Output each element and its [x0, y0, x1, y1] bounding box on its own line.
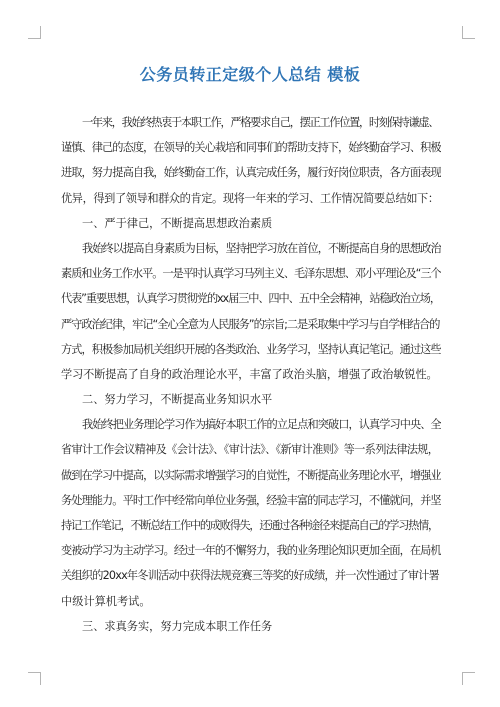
crop-mark-top-right — [462, 26, 475, 39]
crop-mark-top-left — [28, 26, 41, 39]
text-line: 一年来，我始终热衷于本职工作，严格要求自己，摆正工作位置，时刻保持谦虚、 — [82, 116, 439, 129]
text-line: 谨慎、律己的态度，在领导的关心栽培和同事们的帮助支持下，始终勤奋学习、积极 — [61, 141, 441, 155]
paragraph — [61, 412, 441, 614]
paragraph — [61, 110, 441, 211]
section-heading: 二、努力学习，不断提高业务知识水平 — [82, 393, 273, 407]
text-line: 学习不断提高了自身的政治理论水平，丰富了政治头脑，增强了政治敏锐性。 — [61, 367, 438, 381]
text-line: 代表”重要思想，认真学习贯彻党的xx届三中、四中、五中全会精神，站稳政治立场， — [61, 292, 440, 306]
text-line: 中级计算机考试。 — [61, 594, 151, 608]
crop-mark-bottom-right — [462, 672, 475, 685]
text-line: 变被动学习为主动学习。经过一年的不懈努力，我的业务理论知识更加全面，在局机 — [61, 544, 441, 558]
text-line: 严守政治纪律，牢记“全心全意为人民服务”的宗旨;二是采取集中学习与自学相结合的 — [61, 317, 440, 331]
text-line: 关组织的20xx年冬训活动中获得法规竞赛三等奖的好成绩，并一次性通过了审计署 — [61, 569, 439, 583]
text-line: 优异，得到了领导和群众的肯定。现将一年来的学习、工作情况简要总结如下： — [61, 191, 439, 205]
text-line: 进取，努力提高自我，始终勤奋工作，认真完成任务，履行好岗位职责，各方面表现 — [61, 166, 441, 180]
section-heading: 一、严于律己，不断提高思想政治素质 — [82, 216, 273, 230]
text-line: 我始终把业务理论学习作为搞好本职工作的立足点和突破口，认真学习中央、全 — [82, 418, 441, 432]
text-line: 做到在学习中提高，以实际需求增强学习的自觉性，不断提高业务理论水平，增强业 — [61, 468, 441, 482]
section-heading: 三、求真务实，努力完成本职工作任务 — [82, 619, 273, 633]
paragraph — [61, 236, 441, 387]
document-title: 公务员转正定级个人总结 模板 — [139, 65, 361, 84]
document-body — [61, 110, 441, 639]
text-line: 省审计工作会议精神及《会计法》、《审计法》、《新审计准则》等一系列法律法规， — [61, 443, 439, 457]
text-line: 素质和业务工作水平。一是平时认真学习马列主义、毛泽东思想、邓小平理论及“三个 — [61, 267, 441, 281]
text-line: 我始终以提高自身素质为目标，坚持把学习放在首位，不断提高自身的思想政治 — [82, 241, 441, 255]
text-line: 持记工作笔记，不断总结工作中的成败得失，还通过各种途径来提高自己的学习热情， — [61, 519, 438, 532]
text-line: 务处理能力。平时工作中经常向单位业务强，经验丰富的同志学习，不懂就问，并坚 — [61, 493, 441, 507]
crop-mark-bottom-left — [28, 672, 41, 685]
text-line: 方式，积极参加局机关组织开展的各类政治、业务学习，坚持认真记笔记。通过这些 — [61, 342, 441, 356]
